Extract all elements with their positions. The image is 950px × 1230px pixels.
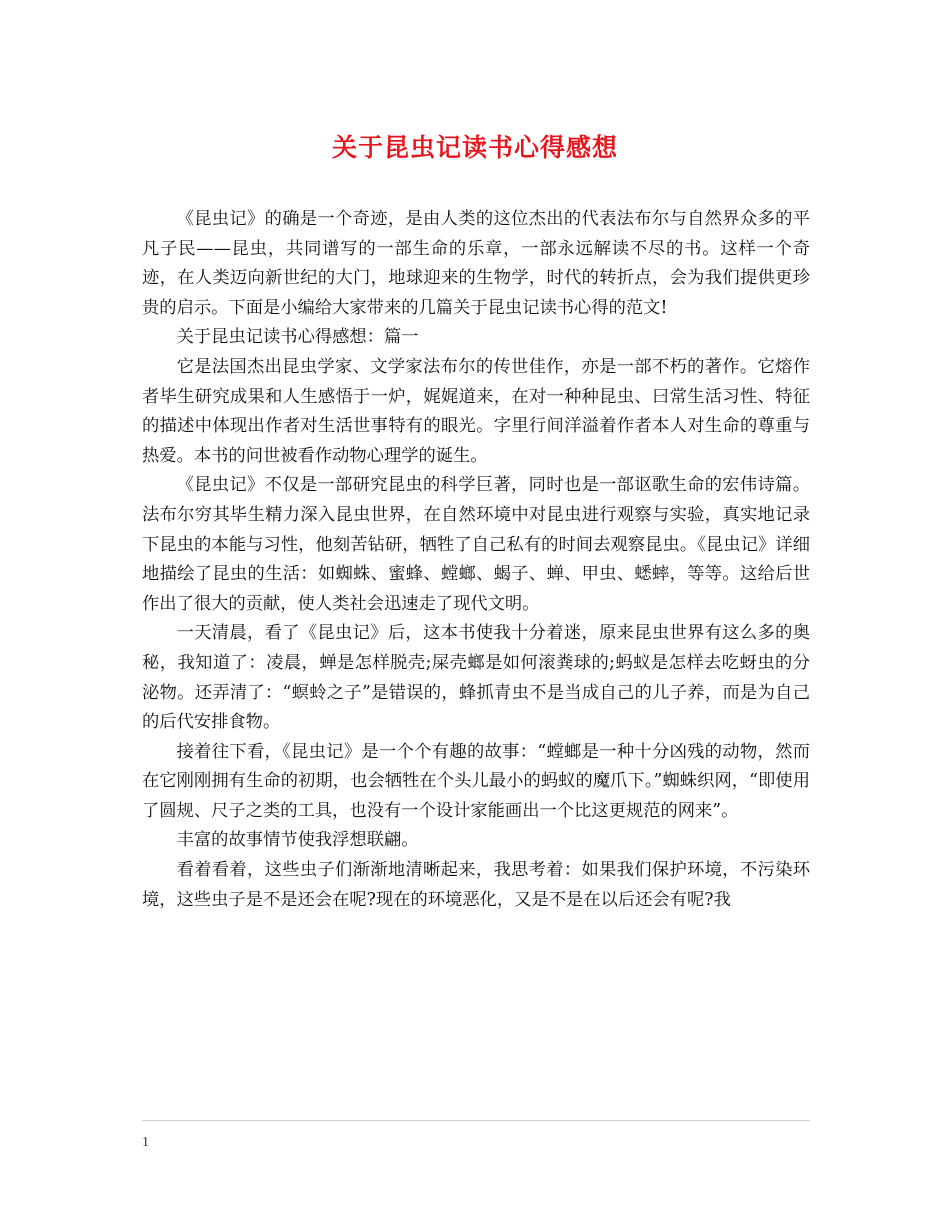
paragraph: 看着看着，这些虫子们渐渐地清晰起来，我思考着：如果我们保护环境，不污染环境，这些虫子是不是还会在呢?现在的环境恶化，又是不是在以后还会有呢?我 (142, 860, 810, 910)
document-body (142, 205, 810, 915)
paragraph: 它是法国杰出昆虫学家、文学家法布尔的传世佳作，亦是一部不朽的著作。它熔作者毕生研究成果和人生感悟于一炉，娓娓道来，在对一种种昆虫、曰常生活习性、特征的描述中体现出作者对生活世事特有的眼光。字里行间洋溢着作者本人对生命的尊重与热爱。本书的问世被看作动物心理学的诞生。 (142, 356, 810, 466)
paragraph: 接着往下看，《昆虫记》是一个个有趣的故事：“螳螂是一种十分凶残的动物，然而在它刚刚拥有生命的初期，也会牺牲在个头儿最小的蚂蚁的魔爪下。”蜘蛛织网，“即使用了圆规、尺子之类的工具，也没有一个设计家能画出一个比这更规范的网来”。 (142, 741, 810, 821)
document-title: 关于昆虫记读书心得感想 (331, 133, 618, 162)
paragraph: 一天清晨，看了《昆虫记》后，这本书使我十分着迷，原来昆虫世界有这么多的奥秘，我知道了：凌晨，蝉是怎样脱壳;屎壳螂是如何滚粪球的;蚂蚁是怎样去吃蚜虫的分泌物。还弄清了：“螟蛉之子”是错误的，蜂抓青虫不是当成自己的儿子养，而是为自己的后代安排食物。 (142, 623, 810, 733)
page-number: 1 (142, 1135, 149, 1150)
paragraph: 《昆虫记》不仅是一部研究昆虫的科学巨著，同时也是一部讴歌生命的宏伟诗篇。法布尔穷其毕生精力深入昆虫世界，在自然环境中对昆虫进行观察与实验，真实地记录下昆虫的本能与习性，他刻苦钻研，牺牲了自己私有的时间去观察昆虫。《昆虫记》详细地描绘了昆虫的生活：如蜘蛛、蜜蜂、螳螂、蝎子、蝉、甲虫、蟋蟀，等等。这给后世作出了很大的贡献，使人类社会迅速走了现代文明。 (142, 475, 810, 614)
section-heading: 关于昆虫记读书心得感想：篇一 (176, 327, 419, 348)
paragraph: 丰富的故事情节使我浮想联翩。 (176, 830, 419, 851)
paragraph: 《昆虫记》的确是一个奇迹，是由人类的这位杰出的代表法布尔与自然界众多的平凡子民——昆虫，共同谱写的一部生命的乐章，一部永远解读不尽的书。这样一个奇迹，在人类迈向新世纪的大门，地球迎来的生物学，时代的转折点，会为我们提供更珍贵的启示。下面是小编给大家带来的几篇关于昆虫记读书心得的范文! (142, 209, 810, 318)
footer-divider (142, 1120, 810, 1121)
